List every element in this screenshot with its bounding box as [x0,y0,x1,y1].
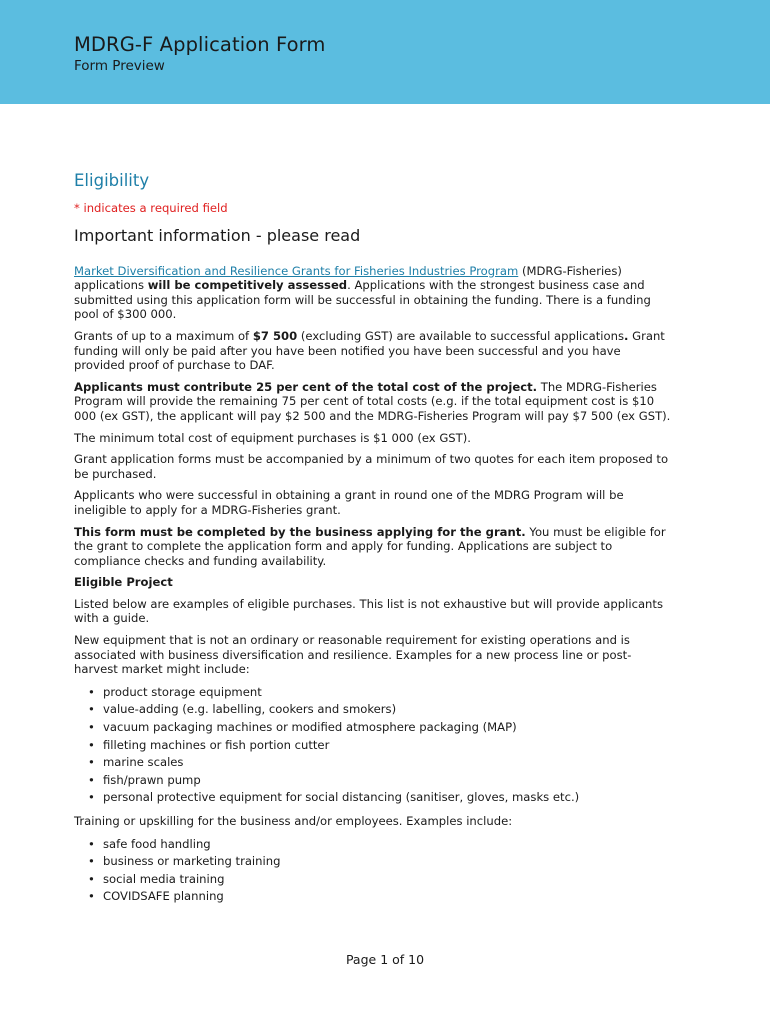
list-item-text: COVIDSAFE planning [103,889,224,904]
required-field-note: * indicates a required field [74,201,228,215]
bullet-icon: • [88,702,95,717]
list-item [88,888,674,906]
paragraph-training: Training or upskilling for the business and/or employees. Examples include: [74,814,513,828]
paragraph-eligible-examples: Listed below are examples of eligible purchases. This list is not exhaustive but will provide applicants with a guide. [74,596,663,626]
list-item-text: business or marketing training [103,854,281,869]
list-item [88,684,674,702]
bullet-icon: • [88,737,95,752]
bullet-icon: • [88,854,95,869]
eligible-project-heading: Eligible Project [74,575,173,590]
list-item-text: marine scales [103,755,184,770]
form-header [0,0,770,104]
section-title: Eligibility [74,171,150,190]
list-item-text: social media training [103,871,225,886]
important-info-heading: Important information - please read [74,225,361,245]
equipment-list [74,684,674,807]
bullet-icon: • [88,684,95,699]
paragraph-quotes: Grant application forms must be accompanied by a minimum of two quotes for each item proposed to be purchased. [74,452,669,481]
text: (MDRG-Fisheries) applications [74,263,622,293]
paragraph-ineligible: Applicants who were successful in obtaining a grant in round one of the MDRG Program will be ineligible to apply for a MDRG-Fisheries grant. [74,488,624,517]
text: (excluding GST) are available to successful applications [297,328,624,343]
list-item [88,836,674,854]
text: Grants of up to a maximum of [74,328,253,343]
page-number: Page 1 of 10 [345,952,425,967]
paragraph-business-applying [74,525,674,569]
paragraph-new-equipment: New equipment that is not an ordinary or reasonable requirement for existing operations and is associated with business diversification and resilience. Examples for a new process line or post-harvest market might include: [74,633,632,677]
form-content [74,170,674,913]
bold-text: Applicants must contribute 25 per cent of the total cost of the project. [74,379,538,394]
text: Grant funding will only be paid after you have been notified you have been successful and you have provided proof of purchase to DAF. [74,328,665,373]
bullet-icon: • [88,836,95,851]
list-item [88,737,674,755]
bold-text: This form must be completed by the business applying for the grant. [74,524,526,539]
form-subtitle: Form Preview [74,58,165,74]
list-item [88,754,674,772]
bullet-icon: • [88,755,95,770]
bold-text: will be competitively assessed [147,278,348,293]
text: You must be eligible for the grant to complete the application form and apply for funding. Applications are subject to compliance checks and funding availability. [74,524,666,568]
list-item [88,789,674,807]
bold-text: . [624,328,629,343]
text: . Applications with the strongest business case and submitted using this application form will be successful in obtaining the funding. There is a funding pool of $300 000. [74,278,651,322]
paragraph-program-intro [74,264,674,322]
program-link[interactable]: Market Diversification and Resilience Grants for Fisheries Industries Program [74,263,519,278]
bullet-icon: • [88,889,95,904]
paragraph-contribution [74,380,674,424]
list-item [88,772,674,790]
bullet-icon: • [88,772,95,787]
list-item-text: filleting machines or fish portion cutter [103,737,330,752]
list-item-text: vacuum packaging machines or modified atmosphere packaging (MAP) [103,720,517,735]
list-item-text: safe food handling [103,836,211,851]
form-title: MDRG-F Application Form [74,33,326,56]
training-list [74,836,674,906]
text: The MDRG-Fisheries Program will provide the remaining 75 per cent of total costs (e.g. if the total equipment cost is $10 000 (ex GST), the applicant will pay $2 500 and the MDRG-Fisheries Program will pay $7 500 (ex GST). [74,379,671,423]
bullet-icon: • [88,790,95,805]
list-item-text: product storage equipment [103,684,262,699]
paragraph-grant-amount [74,329,674,373]
list-item [88,719,674,737]
list-item [88,871,674,889]
bullet-icon: • [88,720,95,735]
list-item-text: value-adding (e.g. labelling, cookers and smokers) [103,702,397,717]
list-item-text: fish/prawn pump [103,772,201,787]
list-item-text: personal protective equipment for social distancing (sanitiser, gloves, masks etc.) [103,790,580,805]
bullet-icon: • [88,871,95,886]
bold-text: $7 500 [252,328,298,343]
list-item [88,701,674,719]
list-item [88,853,674,871]
paragraph-minimum-cost: The minimum total cost of equipment purchases is $1 000 (ex GST). [74,430,471,445]
